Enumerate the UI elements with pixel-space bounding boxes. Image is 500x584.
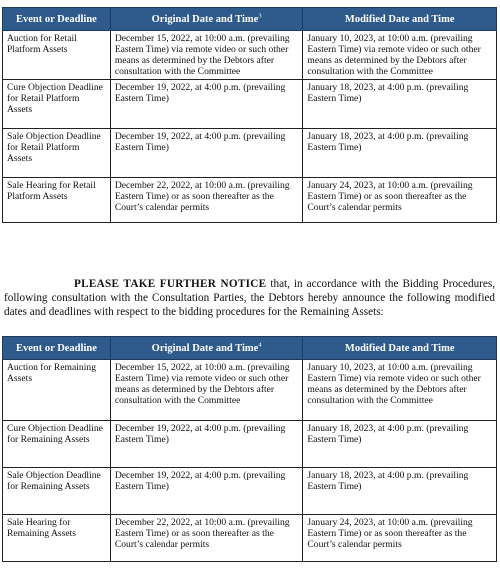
modified-date-cell: January 24, 2023, at 10:00 a.m. (prevailing Eastern Time) or as soon thereafter as the Court’s calendar permits [303, 515, 497, 562]
modified-date-cell: January 18, 2023, at 4:00 p.m. (prevailing Eastern Time) [303, 80, 497, 129]
footnote-ref: 3 [258, 12, 262, 19]
header-original [110, 8, 303, 31]
table-row [3, 360, 497, 421]
table-header-row [3, 8, 497, 31]
table-row [3, 178, 497, 223]
table-row [3, 421, 497, 468]
notice-lead: PLEASE TAKE FURTHER NOTICE [74, 278, 267, 291]
retail-platform-schedule-table [2, 7, 497, 223]
modified-date-cell: January 10, 2023, at 10:00 a.m. (prevailing Eastern Time) via remote video or such other means as determined by the Debtors after consultation with the Committee [303, 360, 497, 421]
modified-date-cell: January 18, 2023, at 4:00 p.m. (prevailing Eastern Time) [303, 468, 497, 515]
further-notice-paragraph [4, 277, 495, 319]
event-cell: Sale Hearing for Remaining Assets [3, 515, 111, 562]
header-original [110, 337, 303, 360]
modified-date-cell: January 24, 2023, at 10:00 a.m. (prevailing Eastern Time) or as soon thereafter as the Court’s calendar permits [303, 178, 497, 223]
original-date-cell: December 19, 2022, at 4:00 p.m. (prevailing Eastern Time) [110, 421, 303, 468]
original-date-cell: December 22, 2022, at 10:00 a.m. (prevailing Eastern Time) or as soon thereafter as the Court’s calendar permits [110, 178, 303, 223]
header-modified: Modified Date and Time [303, 8, 497, 31]
event-cell: Auction for Retail Platform Assets [3, 31, 111, 80]
event-cell: Sale Hearing for Retail Platform Assets [3, 178, 111, 223]
modified-date-cell: January 18, 2023, at 4:00 p.m. (prevailing Eastern Time) [303, 129, 497, 178]
notice-text: that, in accordance with the Bidding Procedures, following consultation with the Consultation Parties, the Debtors hereby announce the following modified dates and deadlines with respect to the bidding procedures for the Remaining Assets: [4, 278, 496, 319]
header-original-label: Original Date and Time [151, 342, 259, 354]
original-date-cell: December 19, 2022, at 4:00 p.m. (prevailing Eastern Time) [110, 129, 303, 178]
modified-date-cell: January 10, 2023, at 10:00 a.m. (prevailing Eastern Time) via remote video or such other means as determined by the Debtors after consultation with the Committee [303, 31, 497, 80]
original-date-cell: December 22, 2022, at 10:00 a.m. (prevailing Eastern Time) or as soon thereafter as the Court’s calendar permits [110, 515, 303, 562]
table-row [3, 515, 497, 562]
original-date-cell: December 19, 2022, at 4:00 p.m. (prevailing Eastern Time) [110, 468, 303, 515]
header-event: Event or Deadline [3, 8, 111, 31]
original-date-cell: December 15, 2022, at 10:00 a.m. (prevailing Eastern Time) via remote video or such other means as determined by the Debtors after consultation with the Committee [110, 31, 303, 80]
original-date-cell: December 19, 2022, at 4:00 p.m. (prevailing Eastern Time) [110, 80, 303, 129]
table-row [3, 468, 497, 515]
event-cell: Cure Objection Deadline for Remaining Assets [3, 421, 111, 468]
header-modified: Modified Date and Time [303, 337, 497, 360]
modified-date-cell: January 18, 2023, at 4:00 p.m. (prevailing Eastern Time) [303, 421, 497, 468]
table-header-row [3, 337, 497, 360]
remaining-assets-schedule-table [2, 336, 497, 562]
event-cell: Auction for Remaining Assets [3, 360, 111, 421]
event-cell: Sale Objection Deadline for Retail Platform Assets [3, 129, 111, 178]
table-row [3, 129, 497, 178]
event-cell: Sale Objection Deadline for Remaining Assets [3, 468, 111, 515]
table-row [3, 31, 497, 80]
event-cell: Cure Objection Deadline for Retail Platform Assets [3, 80, 111, 129]
table-row [3, 80, 497, 129]
original-date-cell: December 15, 2022, at 10:00 a.m. (prevailing Eastern Time) via remote video or such other means as determined by the Debtors after consultation with the Committee [110, 360, 303, 421]
footnote-ref: 4 [258, 341, 262, 348]
header-original-label: Original Date and Time [151, 13, 259, 25]
header-event: Event or Deadline [3, 337, 111, 360]
